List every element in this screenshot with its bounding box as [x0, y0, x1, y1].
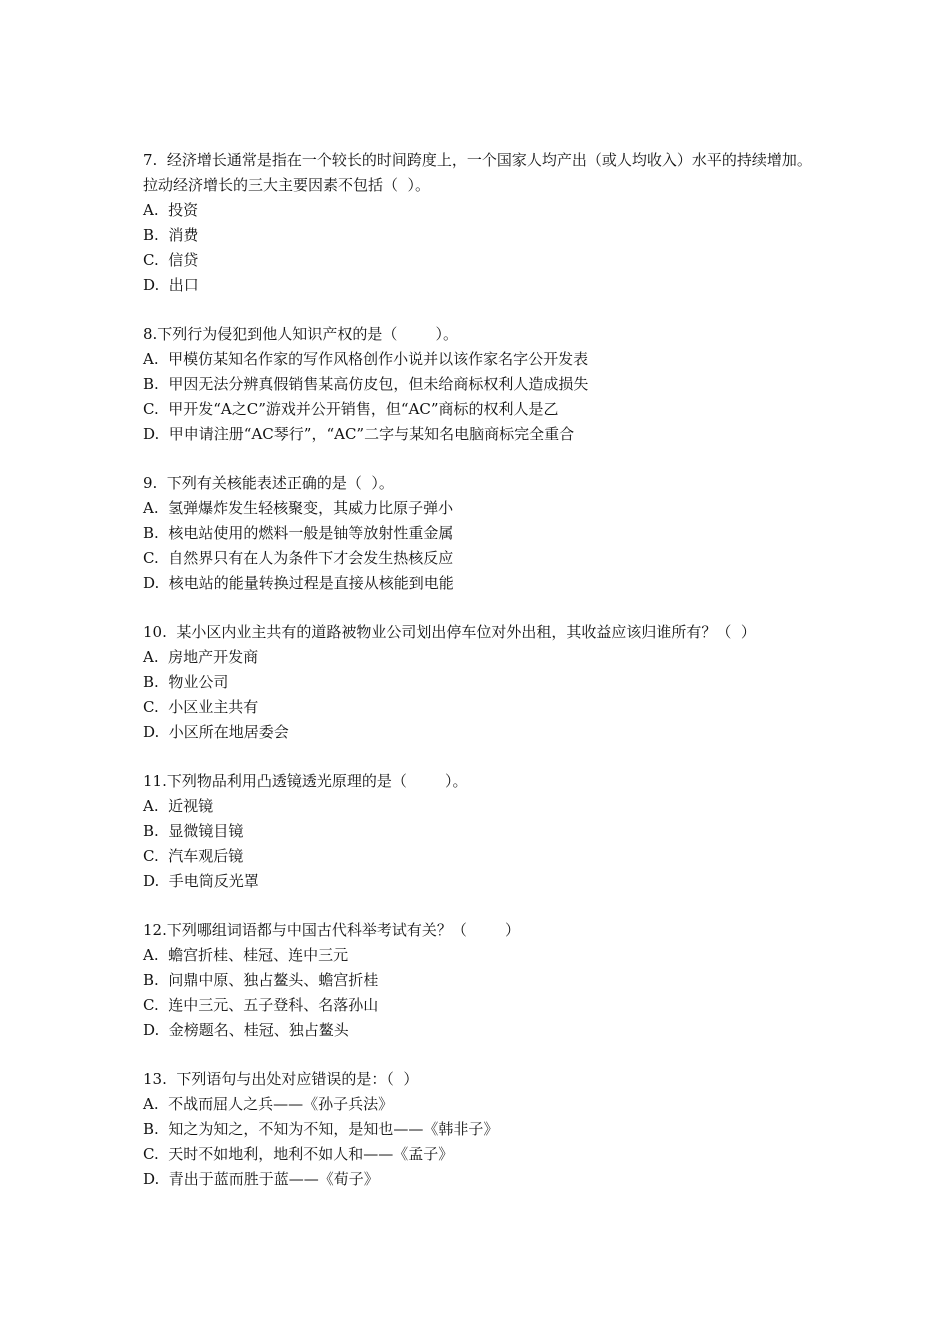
- question-13: [143, 1067, 823, 1192]
- option-c: C. 汽车观后镜: [143, 847, 244, 865]
- question-10: [143, 620, 823, 745]
- option-b: B. 甲因无法分辨真假销售某高仿皮包，但未给商标权利人造成损失: [143, 375, 589, 393]
- option-b: B. 知之为知之，不知为不知，是知也——《韩非子》: [143, 1120, 499, 1138]
- option-c: C. 甲开发“A之C”游戏并公开销售，但“AC”商标的权利人是乙: [143, 400, 559, 418]
- question-12: [143, 918, 823, 1043]
- option-d: D. 金榜题名、桂冠、独占鳌头: [143, 1021, 349, 1039]
- option-d: D. 核电站的能量转换过程是直接从核能到电能: [143, 574, 454, 592]
- option-b: B. 显微镜目镜: [143, 822, 244, 840]
- option-c: C. 信贷: [143, 251, 199, 269]
- option-c: C. 天时不如地利，地利不如人和——《孟子》: [143, 1145, 454, 1163]
- question-stem: 13. 下列语句与出处对应错误的是：（ ）: [143, 1070, 419, 1088]
- question-8: [143, 322, 823, 447]
- option-c: C. 自然界只有在人为条件下才会发生热核反应: [143, 549, 454, 567]
- question-stem: 8.下列行为侵犯到他人知识产权的是（ ）。: [143, 325, 458, 343]
- option-b: B. 消费: [143, 226, 199, 244]
- option-a: A. 蟾宫折桂、桂冠、连中三元: [143, 946, 349, 964]
- option-d: D. 小区所在地居委会: [143, 723, 289, 741]
- option-b: B. 核电站使用的燃料一般是铀等放射性重金属: [143, 524, 454, 542]
- option-a: A. 投资: [143, 201, 199, 219]
- option-c: C. 小区业主共有: [143, 698, 259, 716]
- question-stem: 7. 经济增长通常是指在一个较长的时间跨度上，一个国家人均产出（或人均收入）水平的持续增加。拉动经济增长的三大主要因素不包括（ ）。: [143, 151, 812, 194]
- question-stem: 10. 某小区内业主共有的道路被物业公司划出停车位对外出租，其收益应该归谁所有？（ ）: [143, 623, 756, 641]
- question-9: [143, 471, 823, 596]
- option-d: D. 手电筒反光罩: [143, 872, 259, 890]
- option-d: D. 出口: [143, 276, 199, 294]
- question-stem: 11.下列物品利用凸透镜透光原理的是（ ）。: [143, 772, 468, 790]
- option-a: A. 不战而屈人之兵——《孙子兵法》: [143, 1095, 394, 1113]
- option-a: A. 甲模仿某知名作家的写作风格创作小说并以该作家名字公开发表: [143, 350, 589, 368]
- option-b: B. 问鼎中原、独占鳌头、蟾宫折桂: [143, 971, 379, 989]
- question-stem: 12.下列哪组词语都与中国古代科举考试有关？（ ）: [143, 921, 521, 939]
- option-d: D. 青出于蓝而胜于蓝——《荀子》: [143, 1170, 379, 1188]
- option-b: B. 物业公司: [143, 673, 229, 691]
- option-a: A. 氢弹爆炸发生轻核聚变，其威力比原子弹小: [143, 499, 454, 517]
- question-11: [143, 769, 823, 894]
- option-a: A. 房地产开发商: [143, 648, 259, 666]
- option-d: D. 甲申请注册“AC琴行”，“AC”二字与某知名电脑商标完全重合: [143, 425, 575, 443]
- option-c: C. 连中三元、五子登科、名落孙山: [143, 996, 379, 1014]
- exam-page: [143, 148, 823, 1216]
- option-a: A. 近视镜: [143, 797, 214, 815]
- question-stem: 9. 下列有关核能表述正确的是（ ）。: [143, 474, 394, 492]
- question-7: [143, 148, 823, 298]
